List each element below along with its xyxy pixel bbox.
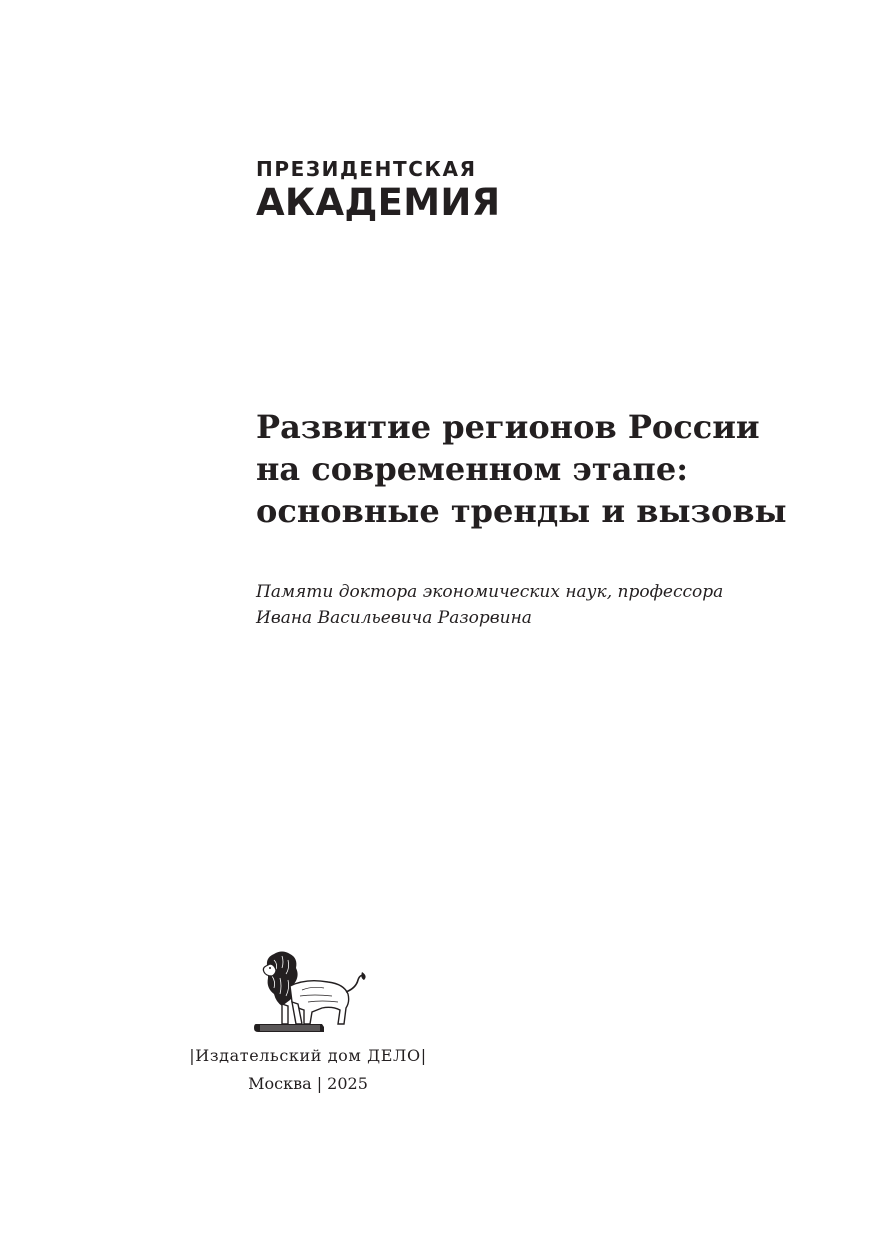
book-title-line-2: на современном этапе: xyxy=(256,450,689,488)
publisher-name: |Издательский дом ДЕЛО| xyxy=(189,1046,427,1065)
brand-line-top: ПРЕЗИДЕНТСКАЯ xyxy=(256,157,477,181)
book-title-line-1: Развитие регионов России xyxy=(256,408,760,446)
publisher-brand xyxy=(256,156,500,224)
book-title-line-3: основные тренды и вызовы xyxy=(256,492,787,530)
lion-on-book-icon xyxy=(252,948,368,1034)
book-title xyxy=(256,406,816,532)
dedication-line-2: Ивана Васильевича Разорвина xyxy=(256,608,532,628)
city-year: Москва | 2025 xyxy=(248,1074,368,1093)
dedication-line-1: Памяти доктора экономических наук, профессора xyxy=(256,582,724,602)
brand-line-bottom: АКАДЕМИЯ xyxy=(256,181,501,224)
dedication xyxy=(256,579,816,631)
